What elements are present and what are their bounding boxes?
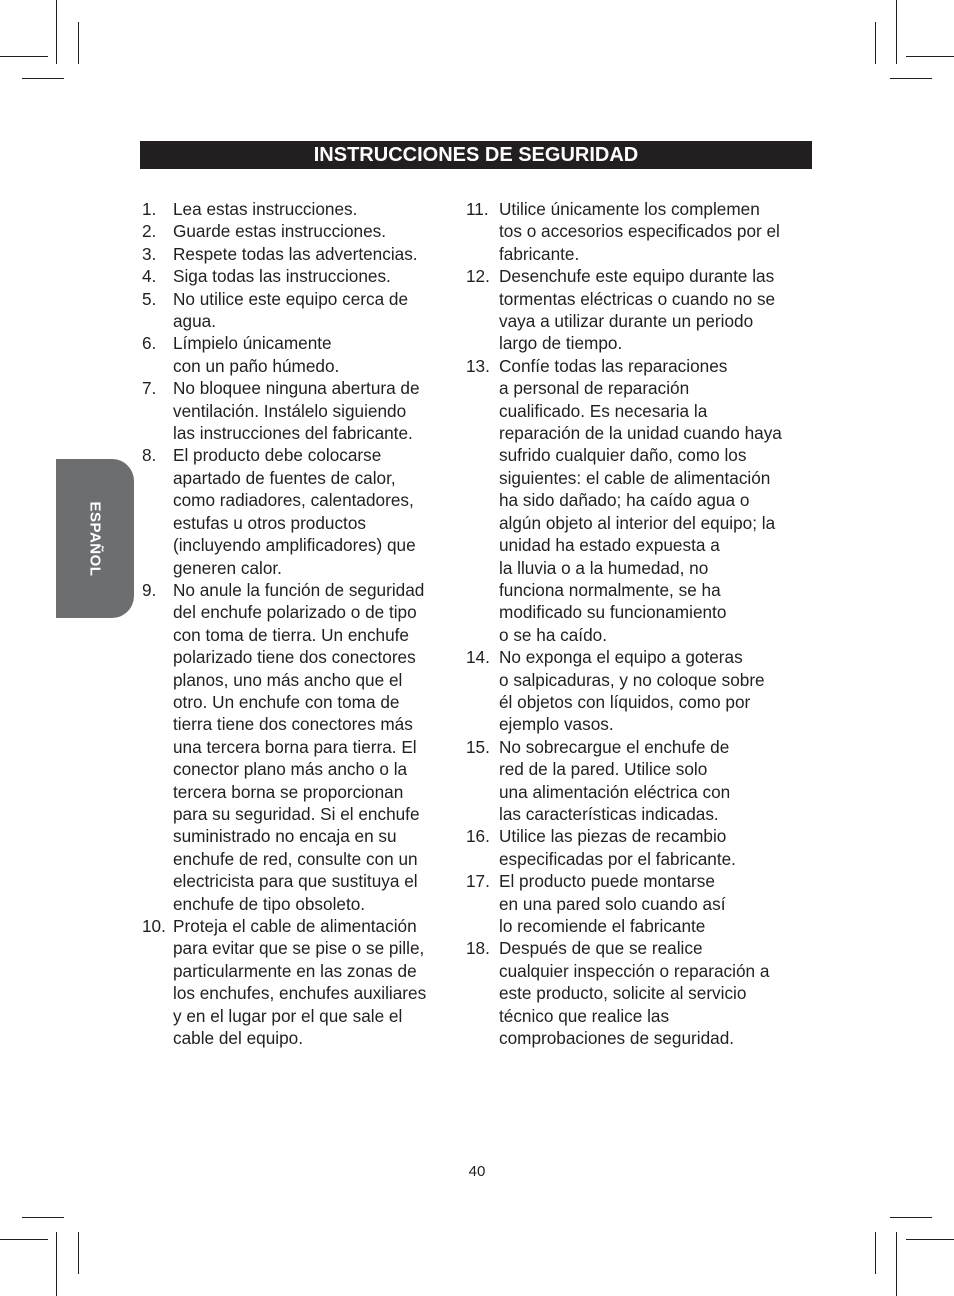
item-text: Guarde estas instrucciones. <box>173 221 387 242</box>
crop-mark <box>906 1239 954 1240</box>
crop-mark <box>896 1232 897 1296</box>
item-number: 4. <box>142 266 157 287</box>
list-item <box>142 288 452 333</box>
crop-mark <box>875 22 876 64</box>
instructions-left-column <box>142 198 452 1049</box>
language-tab <box>56 459 134 618</box>
instructions-right-column <box>466 198 812 1049</box>
list-item <box>142 243 452 265</box>
list-item <box>142 220 452 242</box>
crop-mark <box>22 1217 64 1218</box>
item-text: No bloquee ninguna abertura de ventilación. Instálelo siguiendo las instrucciones del fabricante. <box>173 378 420 444</box>
list-item <box>466 265 812 355</box>
page-number: 40 <box>468 1163 486 1180</box>
item-number: 15. <box>466 736 490 757</box>
list-item <box>142 579 452 915</box>
crop-mark <box>22 78 64 79</box>
item-text: No sobrecargue el enchufe de red de la pared. Utilice solo una alimentación eléctrica con las características indicadas. <box>499 736 731 824</box>
item-number: 6. <box>142 333 157 354</box>
crop-mark <box>896 0 897 64</box>
item-text: El producto debe colocarse apartado de fuentes de calor, como radiadores, calentadores, estufas u otros productos (incluyendo amplificadores) que generen calor. <box>173 445 416 578</box>
item-text: Desenchufe este equipo durante las tormentas eléctricas o cuando no se vaya a utilizar durante un periodo largo de tiempo. <box>499 266 776 354</box>
item-number: 3. <box>142 243 157 264</box>
list-item <box>466 736 812 826</box>
item-number: 7. <box>142 378 157 399</box>
item-number: 13. <box>466 355 490 376</box>
item-text: Lea estas instrucciones. <box>173 199 358 219</box>
item-text: Confíe todas las reparaciones a personal de reparación cualificado. Es necesaria la reparación de la unidad cuando haya sufrido cualquier daño, como los siguientes: el cable de alimentación ha sido dañado; ha caído agua o algún objeto al interior del equipo; la unidad ha estado expuesta a la lluvia o a la humedad, no funciona normalmente, se ha modificado su funcionamiento o se ha caído. <box>499 355 782 645</box>
item-number: 14. <box>466 647 490 668</box>
item-number: 5. <box>142 288 157 309</box>
item-text: Después de que se realice cualquier inspección o reparación a este producto, solicite al servicio técnico que realice las comprobaciones de seguridad. <box>499 938 770 1049</box>
crop-mark <box>906 56 954 57</box>
item-text: Utilice únicamente los complemen tos o accesorios especificados por el fabricante. <box>499 199 780 264</box>
item-text: El producto puede montarse en una pared solo cuando así lo recomiende el fabricante <box>499 871 726 936</box>
item-number: 17. <box>466 871 490 892</box>
list-item <box>466 355 812 646</box>
item-number: 2. <box>142 221 157 242</box>
list-item <box>142 444 452 578</box>
list-item <box>142 915 452 1049</box>
item-text: Proteja el cable de alimentación para evitar que se pise o se pille, particularmente en las zonas de los enchufes, enchufes auxiliares y en el lugar por el que sale el cable del equipo. <box>173 916 427 1049</box>
crop-mark <box>0 56 48 57</box>
item-text: No anule la función de seguridad del enchufe polarizado o de tipo con toma de tierra. Un enchufe polarizado tiene dos conectores planos, uno más ancho que el otro. Un enchufe con toma de tierra tiene dos conectores más una tercera borna para tierra. El conector plano más ancho o la tercera borna se proporcionan para su seguridad. Si el enchufe suministrado no encaja en su enchufe de red, consulte con un electricista para que sustituya el enchufe de tipo obsoleto. <box>173 579 425 914</box>
item-number: 16. <box>466 826 490 847</box>
item-number: 12. <box>466 266 490 287</box>
crop-mark <box>56 0 57 64</box>
crop-mark <box>56 1232 57 1296</box>
crop-mark <box>890 1217 932 1218</box>
item-text: Utilice las piezas de recambio especificadas por el fabricante. <box>499 826 736 869</box>
list-item <box>466 198 812 265</box>
list-item <box>466 937 812 1049</box>
list-item <box>466 870 812 937</box>
list-item <box>142 332 452 377</box>
list-item <box>142 198 452 220</box>
item-number: 9. <box>142 579 157 600</box>
item-number: 18. <box>466 938 490 959</box>
item-text: Límpielo únicamente con un paño húmedo. <box>173 333 340 376</box>
crop-mark <box>78 22 79 64</box>
language-tab-label: ESPAÑOL <box>86 501 104 576</box>
crop-mark <box>875 1232 876 1274</box>
item-number: 1. <box>142 199 157 219</box>
item-text: No exponga el equipo a goteras o salpicaduras, y no coloque sobre él objetos con líquidos, como por ejemplo vasos. <box>499 647 765 735</box>
item-number: 10. <box>142 916 166 936</box>
list-item <box>466 825 812 870</box>
item-number: 8. <box>142 445 157 466</box>
list-item <box>142 377 452 444</box>
crop-mark <box>78 1232 79 1274</box>
page-title: INSTRUCCIONES DE SEGURIDAD <box>140 141 812 169</box>
list-item <box>466 646 812 736</box>
item-number: 11. <box>466 199 489 219</box>
crop-mark <box>0 1239 48 1240</box>
crop-mark <box>890 78 932 79</box>
item-text: Respete todas las advertencias. <box>173 243 418 264</box>
list-item <box>142 265 452 287</box>
item-text: No utilice este equipo cerca de agua. <box>173 288 409 332</box>
item-text: Siga todas las instrucciones. <box>173 266 391 287</box>
